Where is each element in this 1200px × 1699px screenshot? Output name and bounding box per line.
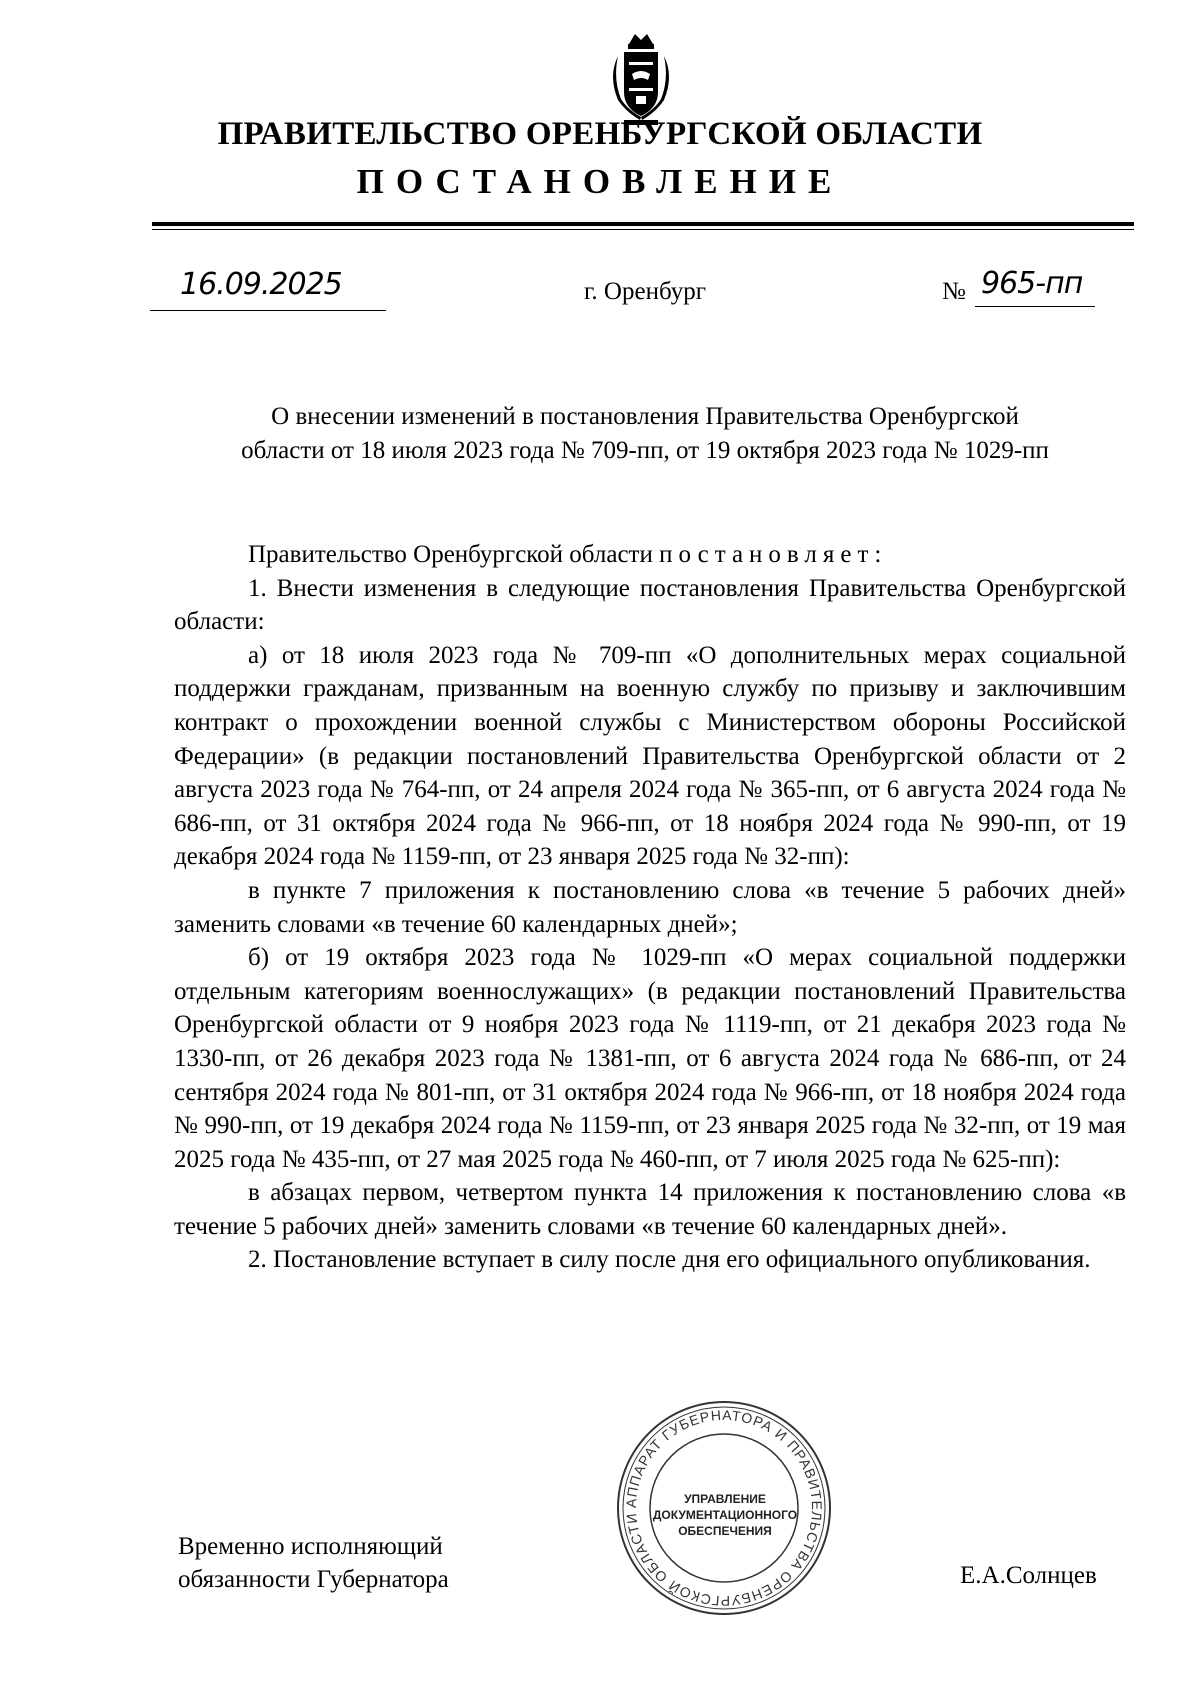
paragraph-item-1b-change: в абзацах первом, четвертом пункта 14 приложения к постановлению слова «в течение 5 рабочих дней» заменить словами «в течение 60 календарных дней». [174,1179,1126,1240]
city: г. Оренбург [584,278,706,305]
paragraph-item-1a: а) от 18 июля 2023 года № 709-пп «О дополнительных мерах социальной поддержки гражданам, призванным на военную службу по призыву и заключившим контракт о прохождении военной службы с Министерством обороны Российской Федерации» (в редакции постановлений Правительства Оренбургской области от 2 августа 2023 года № 764-пп, от 24 апреля 2024 года № 365-пп, от 6 августа 2024 года № 686-пп, от 31 октября 2024 года № 966-пп, от 18 ноября 2024 года № 990-пп, от 19 декабря 2024 года № 1159-пп, от 23 января 2025 года № 32-пп): [174,641,1126,871]
paragraph-item-1a-change: в пункте 7 приложения к постановлению слова «в течение 5 рабочих дней» заменить словами «в течение 60 календарных дней»; [174,876,1126,938]
stamp-line: УПРАВЛЕНИЕ [684,1492,766,1506]
handwritten-number: 965-пп [981,266,1083,301]
stamp-ring-text: АППАРАТ ГУБЕРНАТОРА И ПРАВИТЕЛЬСТВА ОРЕНБУРГСКОЙ ОБЛАСТИ [622,1406,826,1610]
coat-of-arms-icon [596,30,686,130]
number-label: № [942,278,966,305]
date-field [150,267,386,311]
document-body [174,538,1126,1277]
document-type-heading: ПОСТАНОВЛЕНИЕ [356,162,844,201]
preamble-text: Правительство Оренбургской области [248,541,660,568]
signatory-name: Е.А.Солнцев [960,1562,1097,1589]
stamp-center-text [650,1491,800,1539]
stamp-line: ОБЕСПЕЧЕНИЯ [678,1524,772,1538]
signatory-role-line: Временно исполняющий [178,1533,443,1560]
preamble-verb: постановляет: [659,541,888,568]
header-divider-thin [152,229,1134,230]
signatory-role-line: обязанности Губернатора [178,1566,449,1593]
header-divider-thick [152,222,1134,226]
paragraph-item-1: 1. Внести изменения в следующие постановления Правительства Оренбургской области: [174,574,1126,636]
organization-title: ПРАВИТЕЛЬСТВО ОРЕНБУРГСКОЙ ОБЛАСТИ [217,116,983,152]
handwritten-date: 16.09.2025 [180,267,342,302]
subject-line: области от 18 июля 2023 года № 709-пп, от 19 октября 2023 года № 1029-пп [241,437,1049,464]
signatory-role [178,1530,449,1596]
document-subject [150,400,1140,468]
subject-line: О внесении изменений в постановления Правительства Оренбургской [271,403,1019,430]
number-field [975,268,1095,307]
stamp-line: ДОКУМЕНТАЦИОННОГО [652,1508,798,1522]
paragraph-item-1b: б) от 19 октября 2023 года № 1029-пп «О мерах социальной поддержки отдельным категориям военнослужащих» (в редакции постановлений Правительства Оренбургской области от 9 ноября 2023 года № 1119-пп, от 21 декабря 2023 года № 1330-пп, от 26 декабря 2023 года № 1381-пп, от 6 августа 2024 года № 686-пп, от 24 сентября 2024 года № 801-пп, от 31 октября 2024 года № 966-пп, от 18 ноября 2024 года № 990-пп, от 19 декабря 2024 года № 1159-пп, от 23 января 2025 года № 32-пп, от 19 мая 2025 года № 435-пп, от 27 мая 2025 года № 460-пп, от 7 июля 2025 года № 625-пп): [174,944,1126,1173]
paragraph-item-2: 2. Постановление вступает в силу после дня его официального опубликования. [248,1246,1091,1274]
preamble [174,538,1126,572]
